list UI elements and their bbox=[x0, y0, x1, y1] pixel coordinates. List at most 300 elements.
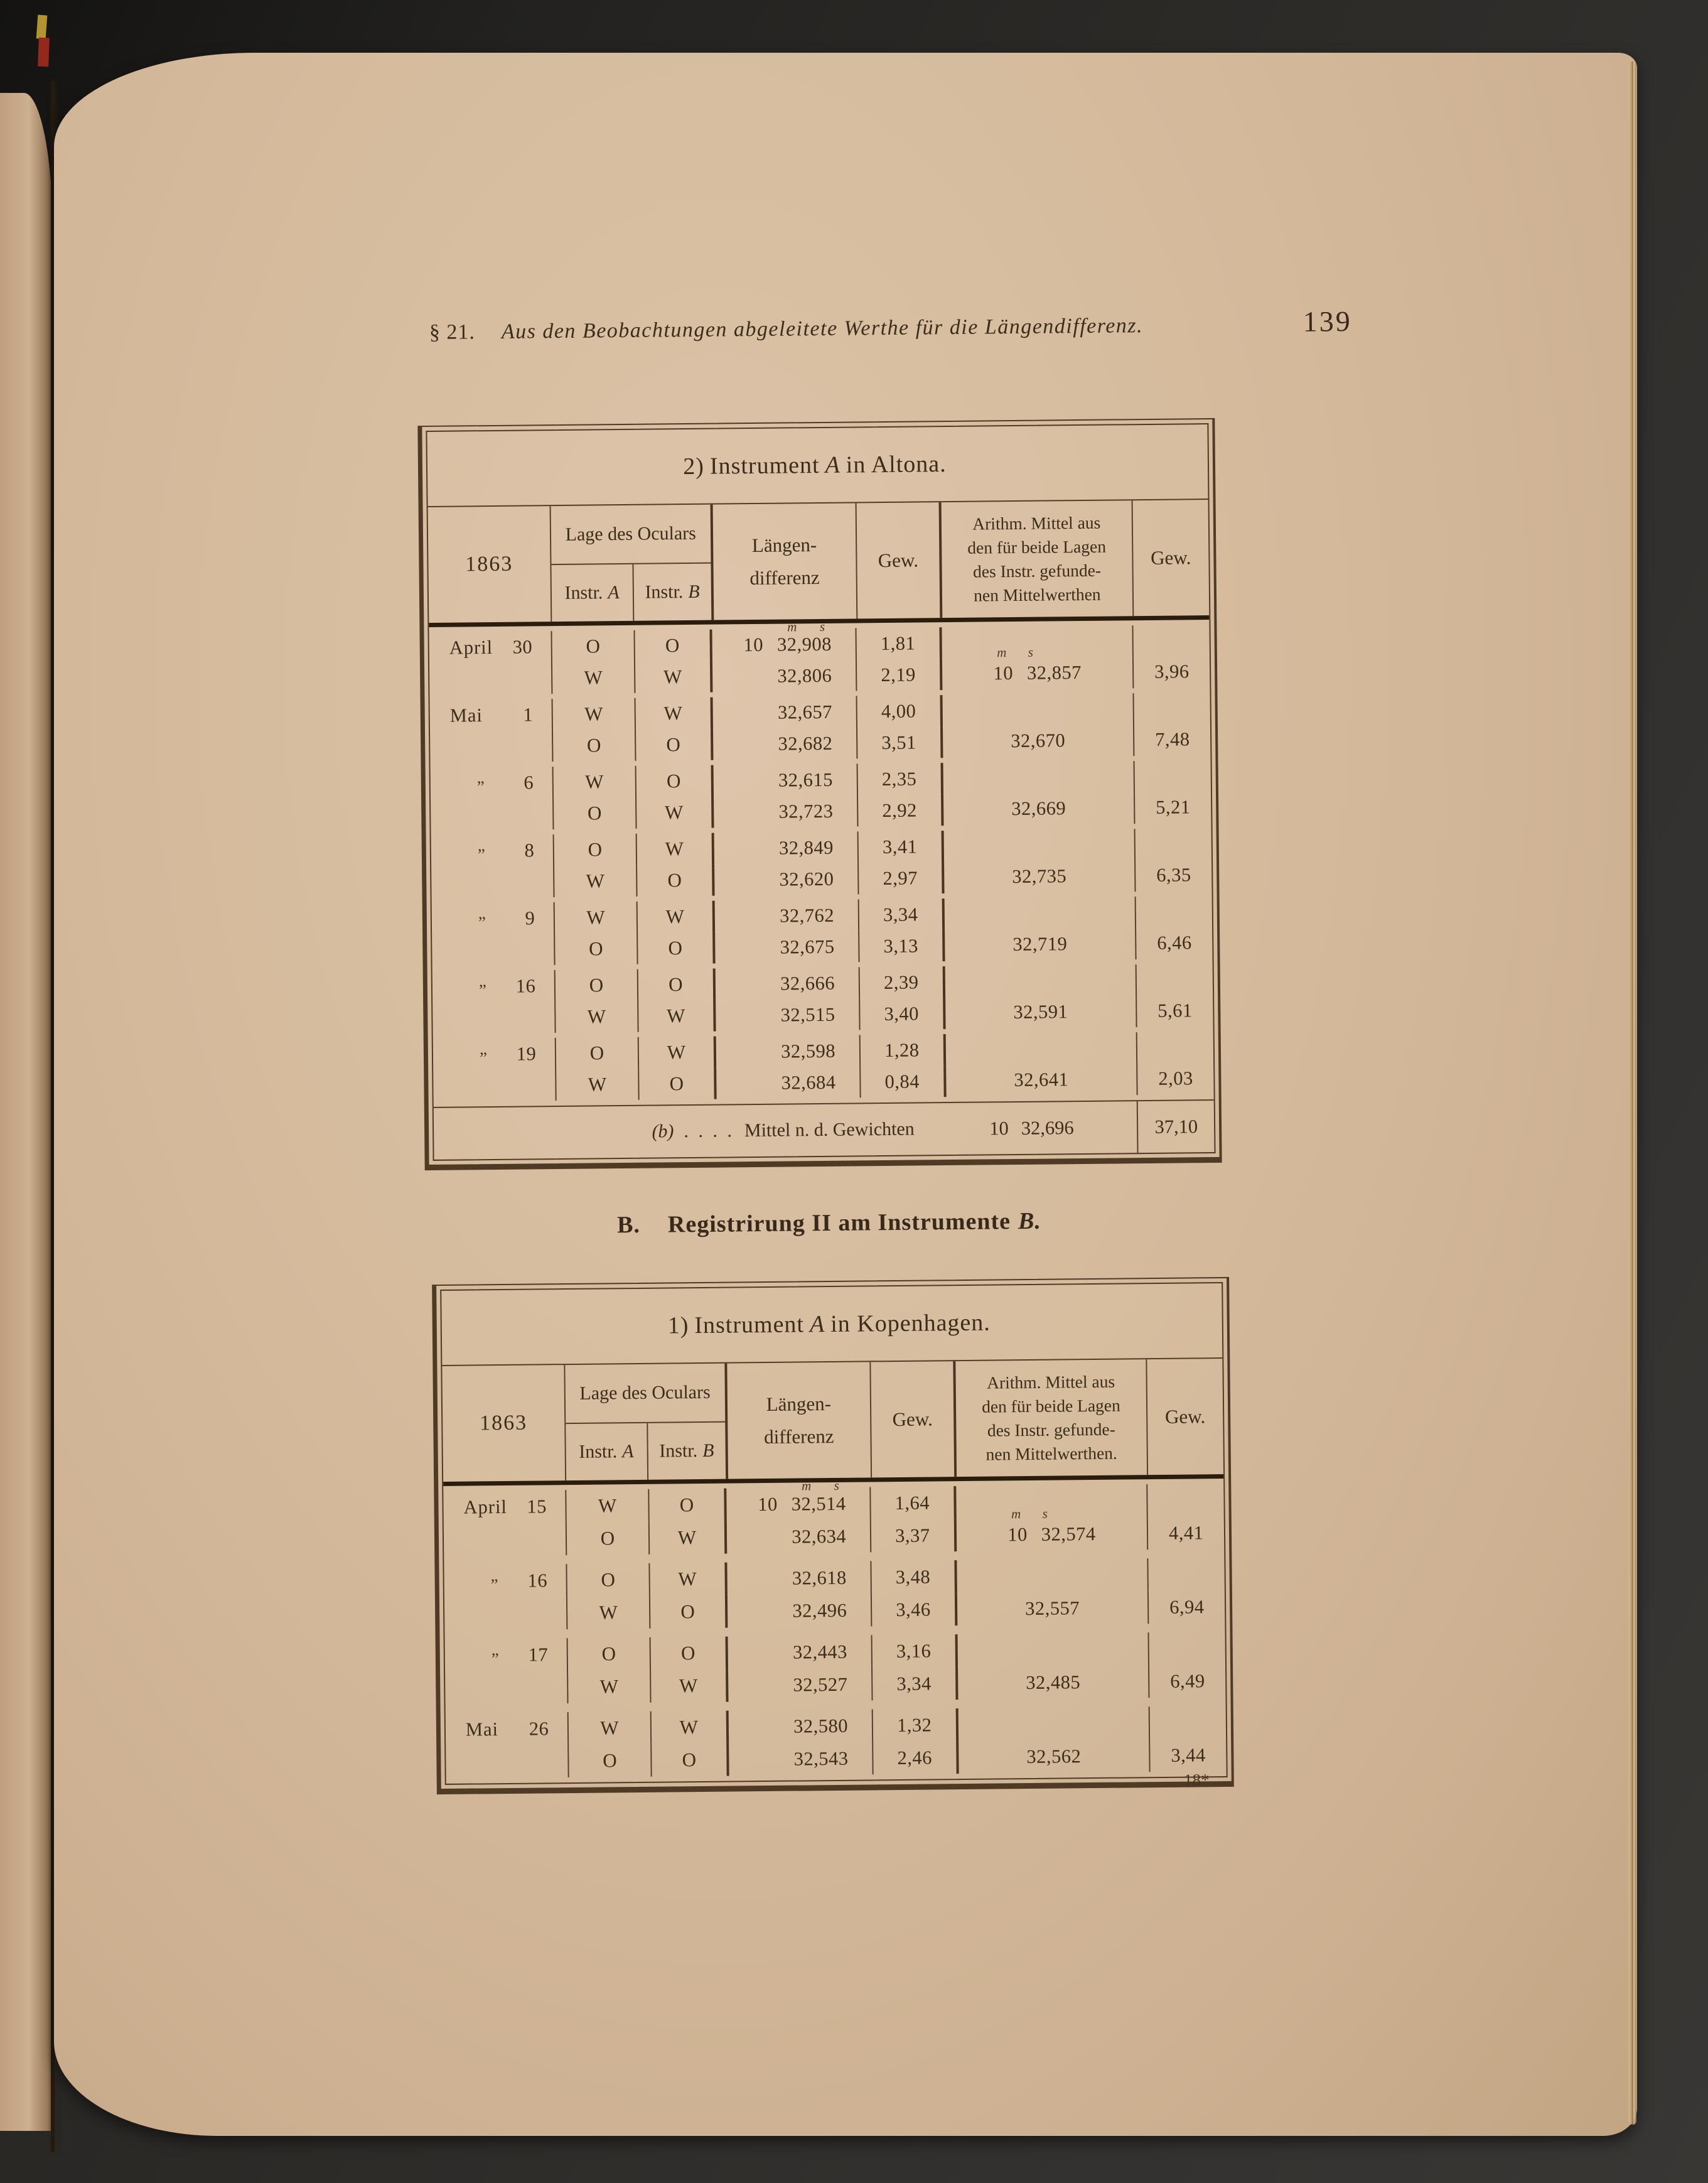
mittel-number: 32,669 bbox=[1011, 797, 1066, 820]
date-cell bbox=[444, 1523, 567, 1556]
mittel-value-wrap bbox=[956, 1506, 1147, 1546]
ocular-a-cell: W bbox=[567, 1596, 650, 1629]
value-prefix: 10 bbox=[758, 1493, 778, 1516]
footer-dots: . . . . bbox=[684, 1120, 735, 1142]
value-number: 32,496 bbox=[792, 1599, 847, 1622]
table-title bbox=[427, 424, 1208, 507]
pair-gewicht-cell bbox=[1136, 860, 1211, 892]
ocular-b-cell: W bbox=[651, 1669, 729, 1703]
laengen-line1: Längen- bbox=[766, 1393, 832, 1416]
value-number: 32,908 bbox=[776, 633, 832, 655]
ocular-b-cell: W bbox=[639, 1037, 717, 1069]
date-cell bbox=[431, 866, 555, 898]
pair-gewicht: 6,35 bbox=[1156, 864, 1191, 886]
ocular-a-cell: O bbox=[553, 730, 636, 762]
ocular-b-cell: W bbox=[650, 1521, 728, 1555]
unit-superscript bbox=[787, 619, 825, 635]
ocular-a-cell: W bbox=[552, 662, 635, 694]
mittel-cell bbox=[942, 693, 1134, 726]
mittel-line1: Arithm. Mittel aus bbox=[972, 512, 1101, 534]
ocular-a-cell: W bbox=[567, 1489, 650, 1523]
table-outer-frame bbox=[417, 418, 1222, 1170]
instr-b-letter: B bbox=[702, 1440, 714, 1461]
ocular-a-cell: O bbox=[569, 1744, 652, 1777]
ocular-a-cell: W bbox=[557, 1069, 640, 1101]
mittel-value-line bbox=[956, 1523, 1147, 1546]
mittel-value-wrap bbox=[944, 865, 1135, 888]
laengendifferenz-cell bbox=[716, 967, 860, 1000]
date-cell bbox=[433, 1069, 557, 1102]
date-month: April bbox=[463, 1496, 508, 1518]
unit-superscript bbox=[956, 1505, 1147, 1523]
mittel-cell bbox=[943, 725, 1135, 758]
value-number: 32,684 bbox=[781, 1071, 836, 1094]
unit-seconds: s bbox=[1028, 644, 1034, 660]
pair-gewicht-cell bbox=[1137, 995, 1213, 1027]
footer-b-mark: (b) bbox=[652, 1121, 674, 1142]
laengendifferenz-cell bbox=[728, 1668, 873, 1701]
date-ditto-mark: „ bbox=[479, 1038, 488, 1058]
value-line bbox=[712, 659, 856, 692]
mittel-cell bbox=[945, 1032, 1137, 1065]
unit-minutes: m bbox=[787, 619, 798, 635]
ocular-b-cell: W bbox=[636, 797, 714, 829]
mittel-cell bbox=[959, 1739, 1151, 1774]
pair-gewicht-cell bbox=[1134, 693, 1210, 725]
instr-a-letter: A bbox=[608, 582, 620, 603]
column-header-instr-a bbox=[551, 564, 634, 622]
laengendifferenz-cell bbox=[714, 863, 859, 895]
ocular-a-cell: O bbox=[556, 1037, 639, 1069]
mittel-value-wrap bbox=[958, 1671, 1149, 1694]
date-cell bbox=[431, 767, 554, 799]
mittel-prefix: 10 bbox=[1007, 1524, 1028, 1546]
laengendifferenz-cell bbox=[712, 618, 857, 660]
date-cell bbox=[431, 798, 554, 831]
pair-gewicht-cell bbox=[1138, 1063, 1214, 1095]
laengendifferenz-cell bbox=[727, 1519, 871, 1553]
value-line bbox=[729, 1742, 872, 1776]
value-number: 32,682 bbox=[778, 732, 833, 755]
gewicht-cell: 3,34 bbox=[859, 898, 945, 930]
mittel-cell bbox=[945, 964, 1137, 998]
date-day: 1 bbox=[523, 703, 534, 726]
pair-gewicht: 6,46 bbox=[1157, 932, 1192, 954]
instr-b-label: Instr. bbox=[659, 1440, 698, 1462]
mittel-line1: Arithm. Mittel aus bbox=[986, 1371, 1115, 1393]
date-cell bbox=[446, 1712, 569, 1746]
date-cell bbox=[429, 631, 552, 664]
unit-seconds: s bbox=[819, 618, 825, 634]
column-header-year: 1863 bbox=[428, 506, 552, 623]
mittel-value-line bbox=[943, 797, 1134, 820]
opposite-page-sliver bbox=[0, 93, 53, 2131]
column-header-laengendifferenz bbox=[727, 1362, 872, 1479]
gewicht-cell: 2,35 bbox=[858, 763, 943, 795]
gewicht-cell: 1,81 bbox=[857, 627, 942, 659]
date-day: 19 bbox=[516, 1042, 537, 1065]
gewicht-cell: 3,40 bbox=[860, 998, 945, 1030]
mittel-value-wrap bbox=[943, 729, 1134, 752]
value-number: 32,806 bbox=[777, 664, 832, 687]
column-header-oculars-group bbox=[551, 505, 714, 622]
ocular-a-cell: W bbox=[554, 766, 636, 798]
date-cell bbox=[430, 699, 554, 731]
ocular-a-cell: W bbox=[554, 865, 637, 897]
column-header-lage: Lage des Oculars bbox=[551, 505, 711, 565]
table-inner-frame bbox=[426, 423, 1215, 1161]
value-line bbox=[729, 1709, 872, 1743]
value-line bbox=[728, 1561, 871, 1595]
pair-gewicht: 3,44 bbox=[1171, 1744, 1206, 1766]
ocular-a-cell: W bbox=[569, 1711, 652, 1745]
section-b-prefix: B. bbox=[616, 1211, 641, 1239]
mittel-cell bbox=[944, 897, 1136, 930]
mittel-value-line bbox=[945, 932, 1136, 956]
mittel-cell bbox=[943, 761, 1135, 794]
mittel-value-line bbox=[943, 729, 1134, 752]
date-month: Mai bbox=[449, 704, 483, 726]
unit-seconds: s bbox=[834, 1477, 840, 1493]
mittel-cell bbox=[945, 928, 1137, 961]
section-heading-b bbox=[512, 1206, 1146, 1240]
ocular-b-cell: O bbox=[636, 765, 714, 797]
date-ditto-mark: „ bbox=[477, 835, 486, 854]
value-line bbox=[716, 1035, 859, 1067]
table-title-word: Instrument bbox=[694, 1311, 805, 1339]
value-number: 32,580 bbox=[793, 1715, 849, 1737]
value-number: 32,443 bbox=[792, 1641, 848, 1663]
laengendifferenz-cell bbox=[729, 1742, 873, 1776]
table-row bbox=[444, 1590, 1225, 1631]
table-row bbox=[446, 1738, 1226, 1779]
laengendifferenz-cell bbox=[716, 1066, 861, 1099]
value-line bbox=[728, 1593, 871, 1627]
date-cell bbox=[444, 1564, 567, 1598]
pair-gewicht-cell bbox=[1134, 724, 1210, 756]
gewicht-cell: 3,13 bbox=[859, 930, 945, 962]
ocular-a-cell: O bbox=[552, 630, 635, 662]
mittel-number: 32,857 bbox=[1026, 661, 1082, 684]
mittel-line2: den für beide Lagen bbox=[981, 1395, 1120, 1416]
pair-gewicht-cell bbox=[1148, 1516, 1224, 1550]
laengendifferenz-cell bbox=[715, 930, 859, 963]
mittel-line3: des Instr. gefunde- bbox=[987, 1419, 1115, 1440]
value-line bbox=[712, 628, 856, 660]
value-line bbox=[728, 1668, 871, 1701]
ocular-a-cell: O bbox=[556, 969, 638, 1001]
value-number: 32,762 bbox=[779, 904, 835, 927]
ocular-b-cell: W bbox=[636, 698, 714, 730]
date-day: 30 bbox=[512, 635, 533, 658]
bookmark-ribbon-yellow bbox=[36, 15, 48, 40]
pair-gewicht-cell bbox=[1150, 1706, 1226, 1739]
table-row bbox=[431, 860, 1211, 898]
ocular-a-cell: W bbox=[553, 698, 636, 730]
ocular-a-cell: O bbox=[567, 1563, 650, 1597]
gewicht-cell: 3,46 bbox=[872, 1593, 957, 1626]
gewicht-cell: 1,64 bbox=[871, 1486, 956, 1519]
mittel-cell bbox=[942, 644, 1134, 690]
laengendifferenz-cell bbox=[728, 1561, 872, 1595]
ocular-b-cell: W bbox=[652, 1711, 729, 1744]
column-header-lage: Lage des Oculars bbox=[565, 1364, 725, 1424]
gewicht-cell: 3,51 bbox=[857, 726, 943, 758]
date-cell bbox=[432, 970, 556, 1003]
ocular-b-cell: O bbox=[649, 1489, 727, 1522]
mittel-number: 32,591 bbox=[1013, 1001, 1068, 1023]
ocular-b-cell: W bbox=[638, 1000, 716, 1032]
date-day: 15 bbox=[527, 1495, 547, 1517]
mittel-value-wrap bbox=[959, 1745, 1149, 1768]
mittel-cell bbox=[943, 792, 1136, 826]
table-inner-frame bbox=[440, 1282, 1228, 1785]
gewicht-cell: 3,37 bbox=[871, 1519, 957, 1552]
value-line bbox=[716, 998, 859, 1031]
mittel-number: 32,557 bbox=[1025, 1597, 1080, 1620]
column-header-instr-b bbox=[648, 1423, 726, 1480]
date-ditto-mark: „ bbox=[491, 1639, 500, 1659]
value-number: 32,723 bbox=[778, 800, 834, 822]
pair-gewicht-cell bbox=[1134, 625, 1210, 657]
value-line bbox=[713, 727, 856, 760]
column-header-instr-a bbox=[566, 1423, 648, 1480]
gewicht-cell: 3,16 bbox=[873, 1634, 958, 1668]
column-header-pair-gewicht: Gew. bbox=[1164, 1405, 1206, 1428]
value-line bbox=[716, 1066, 859, 1099]
running-head-title: Aus den Beobachtungen abgeleitete Werthe für die Längendifferenz. bbox=[501, 314, 1144, 343]
date-day: 6 bbox=[524, 771, 534, 794]
value-number: 32,514 bbox=[791, 1492, 846, 1515]
table-body bbox=[429, 620, 1213, 1107]
gewicht-cell: 3,41 bbox=[859, 831, 944, 863]
footer-text: Mittel n. d. Gewichten bbox=[744, 1118, 915, 1141]
date-cell bbox=[431, 834, 555, 867]
pair-gewicht: 4,41 bbox=[1168, 1522, 1204, 1544]
footer-main-cell bbox=[434, 1101, 1139, 1160]
table-title bbox=[441, 1283, 1222, 1366]
value-line bbox=[727, 1519, 870, 1553]
pair-gewicht-cell bbox=[1137, 1032, 1213, 1064]
mittel-cell bbox=[943, 829, 1136, 862]
table-title-location: in Kopenhagen. bbox=[830, 1309, 991, 1338]
value-line bbox=[713, 696, 856, 728]
instr-b-letter: B bbox=[688, 581, 700, 602]
ocular-a-cell: W bbox=[556, 1001, 639, 1033]
laengendifferenz-cell bbox=[715, 899, 859, 932]
value-number: 32,543 bbox=[793, 1747, 849, 1770]
bookmark-ribbon-red bbox=[38, 38, 50, 67]
laengendifferenz-cell bbox=[714, 795, 858, 827]
mittel-value-line bbox=[944, 865, 1135, 888]
mittel-number: 32,670 bbox=[1011, 730, 1066, 752]
table-title-num: 2) bbox=[683, 453, 705, 480]
ocular-b-cell: O bbox=[639, 1068, 717, 1100]
pair-gewicht-cell bbox=[1151, 1738, 1227, 1772]
column-header-gewicht: Gew. bbox=[871, 1361, 957, 1477]
laengendifferenz-cell bbox=[728, 1593, 872, 1627]
date-day: 26 bbox=[529, 1717, 549, 1740]
date-day: 16 bbox=[527, 1569, 548, 1592]
laengendifferenz-cell bbox=[729, 1709, 873, 1743]
table-title-num: 1) bbox=[667, 1312, 689, 1339]
unit-seconds: s bbox=[1042, 1506, 1048, 1521]
ocular-a-cell: O bbox=[556, 933, 638, 965]
pair-gewicht-cell bbox=[1136, 927, 1212, 959]
laengendifferenz-cell bbox=[714, 831, 859, 864]
column-header-pair-gewicht: Gew. bbox=[1151, 546, 1191, 569]
mittel-number: 32,735 bbox=[1012, 865, 1067, 888]
column-header-arithm-mittel bbox=[955, 1359, 1148, 1477]
date-ditto-mark: „ bbox=[478, 903, 486, 922]
instr-a-letter: A bbox=[621, 1441, 634, 1462]
page-number: 139 bbox=[1302, 305, 1353, 338]
date-day: 9 bbox=[525, 907, 535, 929]
ocular-b-cell: W bbox=[638, 901, 716, 933]
laengendifferenz-cell bbox=[716, 998, 860, 1031]
ocular-b-cell: W bbox=[650, 1563, 728, 1596]
date-cell bbox=[445, 1671, 569, 1705]
value-number: 32,675 bbox=[780, 935, 835, 958]
mittel-value-wrap bbox=[942, 644, 1133, 684]
mittel-number: 32,574 bbox=[1041, 1523, 1096, 1545]
gewicht-cell: 3,48 bbox=[872, 1560, 957, 1593]
table-row bbox=[433, 1063, 1213, 1102]
date-cell bbox=[432, 1001, 556, 1034]
laengendifferenz-cell bbox=[713, 696, 857, 728]
footer-gewicht-sum: 37,10 bbox=[1154, 1115, 1198, 1138]
table-title-word: Instrument bbox=[709, 451, 820, 480]
value-number: 32,657 bbox=[777, 701, 833, 723]
gewicht-cell: 3,34 bbox=[873, 1667, 958, 1700]
gewicht-cell: 0,84 bbox=[861, 1065, 946, 1097]
section-mark: § 21. bbox=[429, 320, 476, 345]
pair-gewicht: 3,96 bbox=[1154, 660, 1190, 682]
section-b-text: Registrirung II am Instrumente bbox=[667, 1208, 1011, 1238]
gewicht-cell: 2,92 bbox=[858, 794, 943, 826]
ocular-b-cell: O bbox=[650, 1595, 728, 1629]
instr-a-label: Instr. bbox=[564, 582, 603, 603]
date-day: 8 bbox=[524, 839, 535, 861]
mittel-number: 32,719 bbox=[1012, 933, 1068, 956]
ocular-b-cell: O bbox=[651, 1637, 729, 1670]
ocular-b-cell: O bbox=[636, 729, 714, 761]
date-ditto-mark: „ bbox=[476, 767, 485, 787]
mittel-value-wrap bbox=[945, 1000, 1136, 1023]
mittel-cell bbox=[957, 1632, 1149, 1667]
ocular-b-cell: O bbox=[652, 1744, 729, 1777]
unit-minutes: m bbox=[1011, 1506, 1021, 1522]
pair-gewicht-cell bbox=[1135, 792, 1211, 824]
gewicht-cell: 1,28 bbox=[861, 1034, 946, 1066]
date-cell bbox=[443, 1490, 567, 1524]
table-body bbox=[443, 1479, 1226, 1784]
date-month: April bbox=[449, 636, 493, 659]
table-header bbox=[428, 500, 1210, 627]
laengen-line2: differenz bbox=[749, 566, 820, 590]
date-day: 17 bbox=[528, 1643, 549, 1666]
mittel-value-line bbox=[946, 1068, 1137, 1091]
column-header-gewicht: Gew. bbox=[857, 502, 943, 618]
value-number: 32,515 bbox=[780, 1003, 835, 1026]
laengen-line1: Längen- bbox=[751, 534, 817, 557]
value-line bbox=[716, 967, 859, 1000]
mittel-prefix: 10 bbox=[993, 662, 1014, 684]
column-header-arithm-mittel bbox=[942, 500, 1134, 618]
gewicht-cell: 2,46 bbox=[873, 1741, 959, 1774]
date-cell bbox=[429, 662, 553, 695]
mittel-number: 32,641 bbox=[1014, 1069, 1069, 1091]
date-cell bbox=[430, 730, 554, 763]
ocular-b-cell: O bbox=[635, 630, 713, 662]
mittel-value-wrap bbox=[957, 1597, 1148, 1620]
mittel-cell bbox=[956, 1506, 1148, 1551]
table-title-location: in Altona. bbox=[846, 451, 947, 478]
pair-gewicht-cell bbox=[1136, 828, 1211, 860]
value-line bbox=[715, 899, 858, 932]
page-content bbox=[54, 53, 1637, 2136]
column-header-year: 1863 bbox=[442, 1365, 566, 1482]
pair-gewicht: 6,49 bbox=[1170, 1670, 1205, 1692]
footer-mean-value bbox=[989, 1102, 1074, 1154]
mittel-value-wrap bbox=[943, 797, 1134, 820]
mittel-line2: den für beide Lagen bbox=[967, 536, 1107, 558]
date-cell bbox=[432, 934, 556, 966]
book-page bbox=[54, 53, 1637, 2136]
mittel-cell bbox=[957, 1591, 1149, 1625]
table-row bbox=[445, 1664, 1225, 1705]
value-number: 32,634 bbox=[792, 1525, 847, 1548]
mittel-cell bbox=[957, 1558, 1149, 1593]
pair-gewicht-cell bbox=[1134, 656, 1210, 688]
table-footer bbox=[434, 1099, 1215, 1160]
mittel-value-wrap bbox=[945, 932, 1136, 956]
unit-superscript bbox=[942, 644, 1132, 661]
table-title-instrument: A bbox=[809, 1311, 825, 1338]
table-row bbox=[431, 792, 1211, 831]
value-number: 32,527 bbox=[793, 1673, 848, 1696]
gewicht-cell: 4,00 bbox=[857, 695, 943, 727]
unit-minutes: m bbox=[801, 1478, 812, 1494]
date-ditto-mark: „ bbox=[490, 1565, 499, 1585]
pair-gewicht-cell bbox=[1136, 896, 1212, 928]
gewicht-cell: 2,39 bbox=[860, 966, 945, 998]
mittel-cell bbox=[958, 1706, 1150, 1741]
mittel-cell bbox=[944, 860, 1136, 893]
mittel-value-line bbox=[959, 1745, 1149, 1768]
instr-a-label: Instr. bbox=[579, 1441, 618, 1462]
mittel-number: 32,562 bbox=[1026, 1745, 1082, 1768]
ocular-b-cell: O bbox=[637, 865, 715, 897]
mittel-value-line bbox=[945, 1000, 1136, 1023]
instr-b-label: Instr. bbox=[645, 581, 684, 603]
mittel-value-wrap bbox=[946, 1068, 1137, 1091]
pair-gewicht-cell bbox=[1149, 1558, 1225, 1591]
table-row bbox=[432, 995, 1213, 1034]
value-line bbox=[714, 795, 857, 827]
pair-gewicht: 2,03 bbox=[1158, 1067, 1193, 1089]
ocular-a-cell: O bbox=[554, 797, 636, 829]
table-row bbox=[432, 927, 1212, 966]
ocular-a-cell: W bbox=[568, 1670, 651, 1703]
gewicht-cell: 2,97 bbox=[859, 862, 944, 894]
footer-label bbox=[652, 1104, 915, 1158]
column-header-instruments bbox=[551, 564, 711, 622]
value-line bbox=[715, 930, 858, 963]
pair-gewicht: 7,48 bbox=[1155, 728, 1190, 750]
column-header-instr-b bbox=[633, 564, 711, 621]
laengendifferenz-cell bbox=[713, 727, 857, 760]
